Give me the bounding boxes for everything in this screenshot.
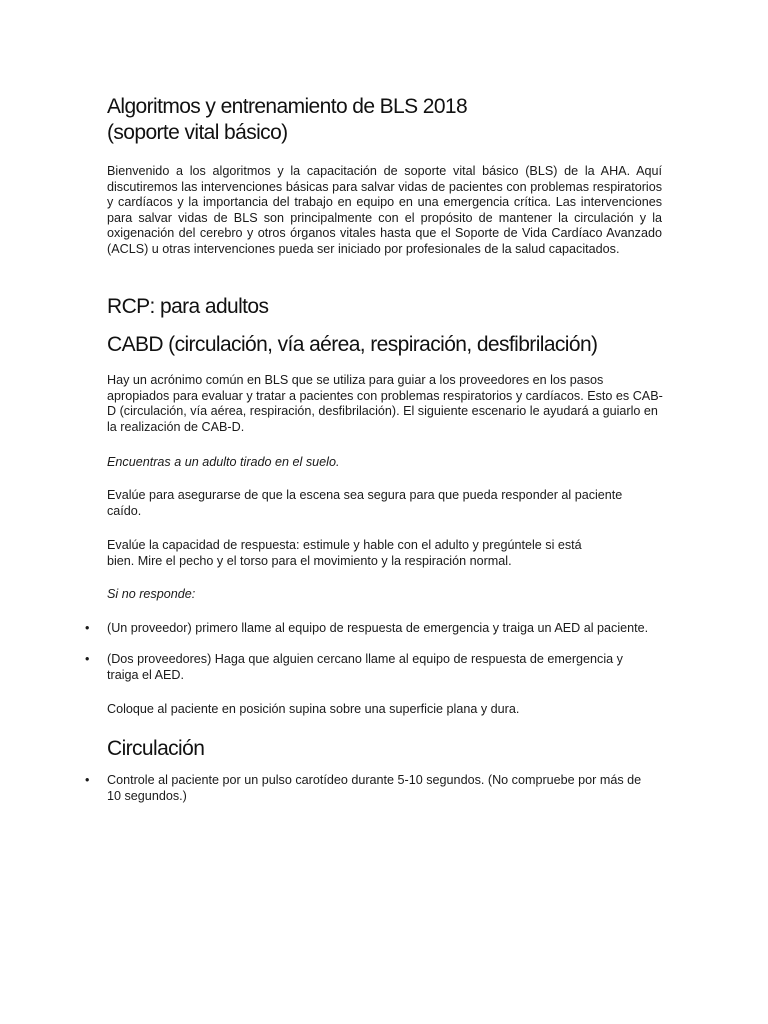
- no-response-label: Si no responde:: [107, 587, 196, 601]
- scenario-text: Encuentras a un adulto tirado en el suelo.: [107, 455, 340, 469]
- intro-paragraph: Bienvenido a los algoritmos y la capacitación de soporte vital básico (BLS) de la AHA. Aquí discutiremos las intervenciones básicas para salvar vidas de pacientes con problemas respiratorios y cardíacos y la importancia del trabajo en equipo en una emergencia crítica. Las intervenciones para salvar vidas de BLS son principalmente con el propósito de mantener la circulación y la oxigenación del cerebro y otros órganos vitales hasta que el Soporte de Vida Cardíaco Avanzado (ACLS) u otras intervenciones pueda ser iniciado por profesionales de la salud capacitados.: [107, 164, 662, 256]
- scene-safety-paragraph: Evalúe para asegurarse de que la escena sea segura para que pueda responder al paciente caído.: [107, 488, 623, 518]
- document-title: [107, 94, 667, 146]
- list-item-text: (Un proveedor) primero llame al equipo de respuesta de emergencia y traiga un AED al paciente.: [107, 621, 649, 635]
- responsiveness-paragraph: [107, 538, 662, 569]
- bullet-icon: •: [85, 773, 90, 787]
- heading-circulacion: Circulación: [107, 737, 205, 760]
- list-item-text: Controle al paciente por un pulso carotídeo durante 5-10 segundos. (No compruebe por más de 10 segundos.): [107, 773, 642, 803]
- bullet-icon: •: [85, 621, 90, 635]
- bullet-icon: •: [85, 652, 90, 666]
- acronym-paragraph: Hay un acrónimo común en BLS que se utiliza para guiar a los proveedores en los pasos apropiados para evaluar y tratar a pacientes con problemas respiratorios y cardíacos. Esto es CAB-D (circulación, vía aérea, respiración, desfibrilación). El siguiente escenario le ayudará a guiarlo en la realización de CAB-D.: [107, 373, 663, 434]
- responsiveness-line-2: bien. Mire el pecho y el torso para el movimiento y la respiración normal.: [107, 553, 512, 568]
- position-paragraph: Coloque al paciente en posición supina sobre una superficie plana y dura.: [107, 702, 520, 716]
- list-item-text: (Dos proveedores) Haga que alguien cercano llame al equipo de respuesta de emergencia y traiga el AED.: [107, 652, 623, 682]
- heading-rcp-adultos: RCP: para adultos: [107, 295, 269, 318]
- responsiveness-line-1: Evalúe la capacidad de respuesta: estimule y hable con el adulto y pregúntele si está: [107, 538, 582, 552]
- document-title-line-1: Algoritmos y entrenamiento de BLS 2018: [107, 95, 468, 118]
- document-title-line-2: (soporte vital básico): [107, 121, 288, 144]
- heading-cabd: CABD (circulación, vía aérea, respiración, desfibrilación): [107, 333, 598, 356]
